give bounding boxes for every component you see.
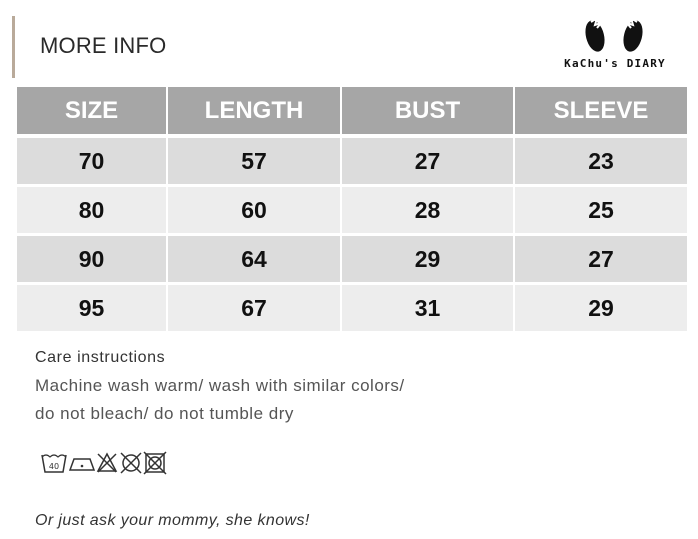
cell-length: 60 — [167, 186, 341, 235]
do-not-bleach-icon — [98, 454, 116, 472]
header-bust: BUST — [341, 87, 514, 136]
page-title: MORE INFO — [40, 33, 167, 58]
table-row — [17, 235, 688, 284]
cell-bust: 27 — [341, 136, 514, 186]
cell-size: 90 — [17, 235, 167, 284]
cell-bust: 29 — [341, 235, 514, 284]
bunny-ears-logo-icon — [575, 8, 655, 54]
brand-logo — [545, 8, 685, 74]
table-row — [17, 136, 688, 186]
brand-name: KaChu's DIARY — [564, 57, 666, 70]
do-not-tumble-dry-icon — [144, 452, 166, 474]
table-row — [17, 284, 688, 333]
cell-sleeve: 27 — [514, 235, 688, 284]
iron-icon — [70, 459, 94, 470]
care-instructions-line: Machine wash warm/ wash with similar colors/ — [35, 376, 405, 395]
header-length: LENGTH — [167, 87, 341, 136]
cell-size: 95 — [17, 284, 167, 333]
cell-sleeve: 23 — [514, 136, 688, 186]
svg-text:40: 40 — [48, 462, 60, 471]
cell-bust: 28 — [341, 186, 514, 235]
care-symbols — [40, 450, 180, 481]
cell-sleeve: 29 — [514, 284, 688, 333]
cell-length: 67 — [167, 284, 341, 333]
do-not-dry-clean-icon — [121, 453, 141, 473]
care-instructions-title: Care instructions — [35, 349, 166, 366]
cell-bust: 31 — [341, 284, 514, 333]
cell-length: 57 — [167, 136, 341, 186]
wash-40-icon — [42, 455, 66, 472]
cell-size: 80 — [17, 186, 167, 235]
accent-bar — [12, 16, 15, 78]
table-header-row — [17, 87, 688, 136]
care-instructions-line: do not bleach/ do not tumble dry — [35, 404, 294, 423]
header-size: SIZE — [17, 87, 167, 136]
table-row — [17, 186, 688, 235]
cell-length: 64 — [167, 235, 341, 284]
size-table — [17, 87, 689, 334]
cell-sleeve: 25 — [514, 186, 688, 235]
header-sleeve: SLEEVE — [514, 87, 688, 136]
cell-size: 70 — [17, 136, 167, 186]
footer-note: Or just ask your mommy, she knows! — [35, 512, 310, 529]
